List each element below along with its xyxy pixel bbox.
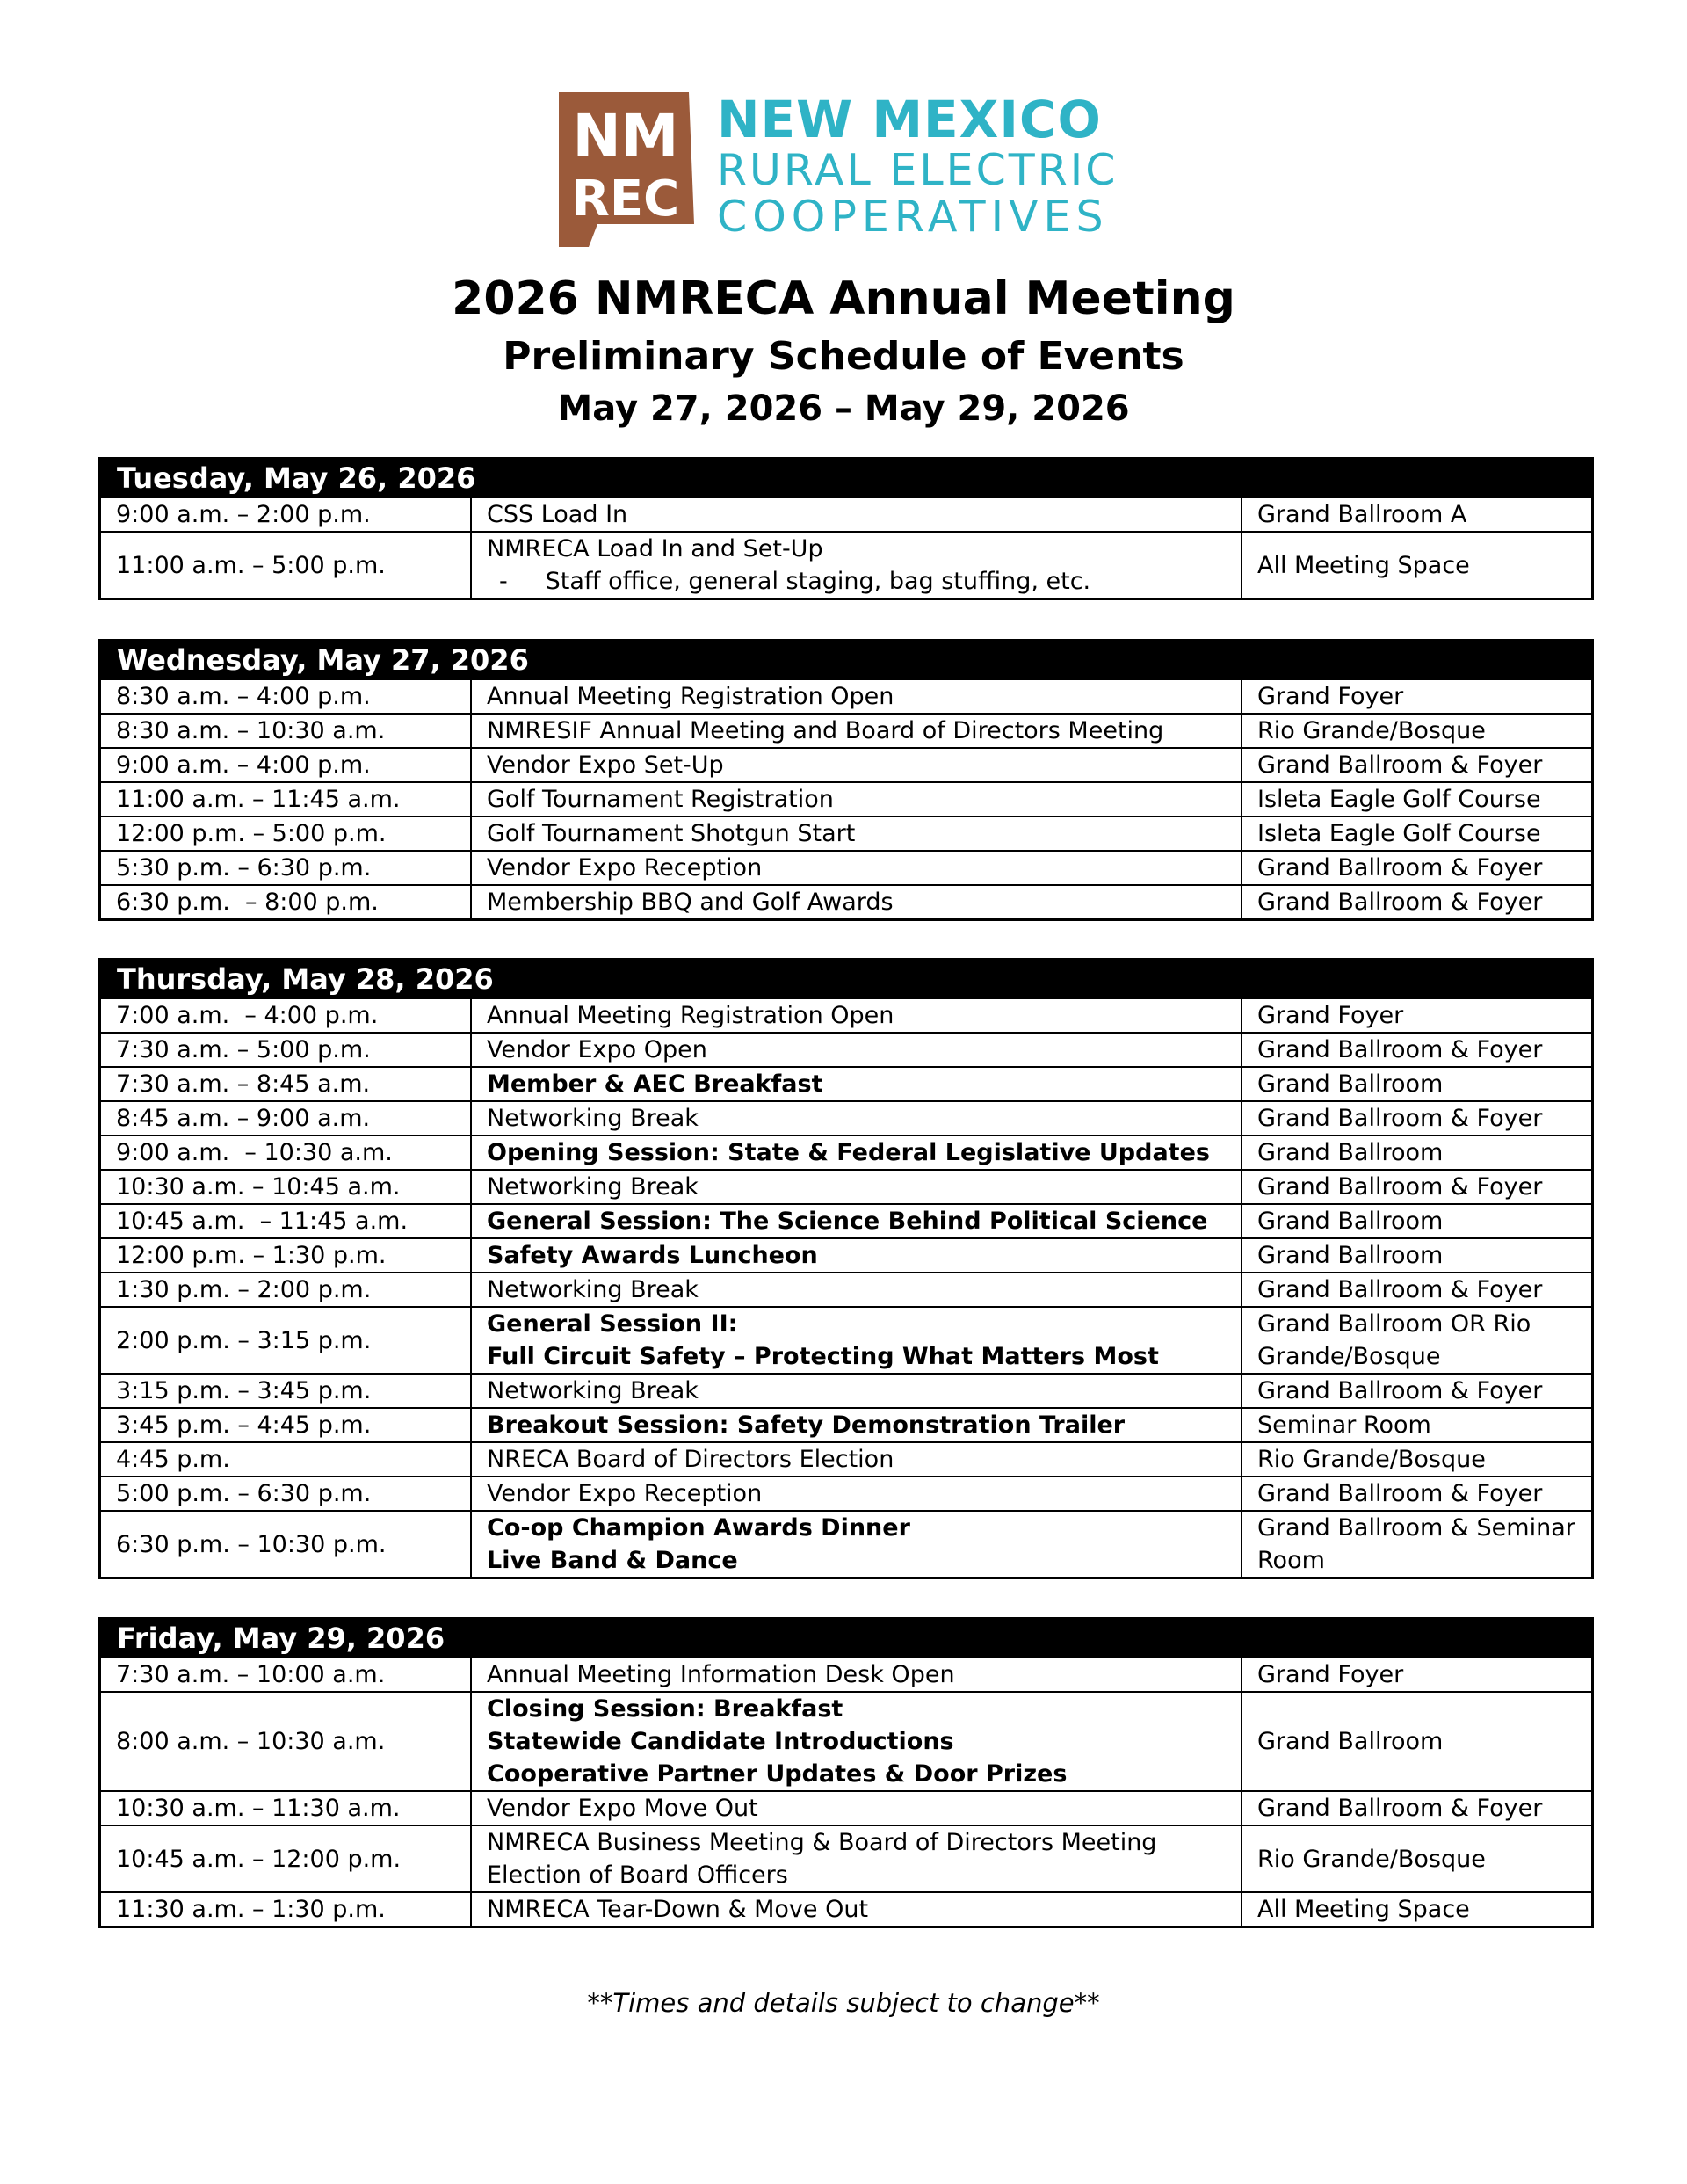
location-cell: Grand Ballroom & Seminar Room [1242, 1511, 1591, 1577]
table-row [101, 1511, 1591, 1577]
page-subtitle: Preliminary Schedule of Events [503, 334, 1184, 379]
table-row [101, 885, 1591, 918]
location-cell: Grand Ballroom & Foyer [1242, 1791, 1591, 1825]
table-row [101, 1136, 1591, 1170]
schedule-table [101, 678, 1591, 918]
event-line: Election of Board Officers [487, 1861, 788, 1889]
event-cell: Member & AEC Breakfast [471, 1067, 1242, 1101]
logo-line-3: COOPERATIVES [717, 192, 1109, 242]
event-cell: Opening Session: State & Federal Legislative Updates [471, 1136, 1242, 1170]
location-cell: Grand Ballroom [1242, 1136, 1591, 1170]
time-cell: 8:45 a.m. – 9:00 a.m. [101, 1101, 471, 1136]
event-line: General Session II: [487, 1310, 738, 1338]
table-row [101, 1238, 1591, 1273]
footer-note: **Times and details subject to change** [587, 1988, 1100, 2018]
event-cell: Safety Awards Luncheon [471, 1238, 1242, 1273]
location-cell: Grand Ballroom & Foyer [1242, 1374, 1591, 1408]
event-cell: Networking Break [471, 1273, 1242, 1307]
table-row [101, 1067, 1591, 1101]
location-cell: All Meeting Space [1242, 1892, 1591, 1926]
time-cell: 1:30 p.m. – 2:00 p.m. [101, 1273, 471, 1307]
event-cell: Vendor Expo Reception [471, 1477, 1242, 1511]
event-cell: Annual Meeting Registration Open [471, 998, 1242, 1033]
time-cell: 7:30 a.m. – 8:45 a.m. [101, 1067, 471, 1101]
event-cell [471, 532, 1242, 598]
time-cell: 7:30 a.m. – 5:00 p.m. [101, 1033, 471, 1067]
time-cell: 9:00 a.m. – 10:30 a.m. [101, 1136, 471, 1170]
time-cell: 9:00 a.m. – 4:00 p.m. [101, 748, 471, 782]
location-cell: Grand Ballroom & Foyer [1242, 748, 1591, 782]
day-section-friday [98, 1617, 1594, 1928]
table-row [101, 1825, 1591, 1892]
location-cell: Isleta Eagle Golf Course [1242, 816, 1591, 851]
event-cell: Networking Break [471, 1170, 1242, 1204]
time-cell: 10:45 a.m. – 12:00 p.m. [101, 1825, 471, 1892]
location-cell: Grand Ballroom & Foyer [1242, 1170, 1591, 1204]
time-cell: 10:30 a.m. – 11:30 a.m. [101, 1791, 471, 1825]
event-cell: Vendor Expo Move Out [471, 1791, 1242, 1825]
location-cell: Grand Ballroom & Foyer [1242, 851, 1591, 885]
table-row [101, 998, 1591, 1033]
location-cell: Grand Ballroom [1242, 1692, 1591, 1791]
location-cell: Grand Ballroom [1242, 1204, 1591, 1238]
time-cell: 4:45 p.m. [101, 1442, 471, 1477]
location-cell: Grand Ballroom A [1242, 497, 1591, 532]
table-row [101, 851, 1591, 885]
time-cell: 8:00 a.m. – 10:30 a.m. [101, 1692, 471, 1791]
event-line: Closing Session: Breakfast [487, 1695, 844, 1723]
time-cell: 12:00 p.m. – 1:30 p.m. [101, 1238, 471, 1273]
logo-line-2: RURAL ELECTRIC [717, 145, 1119, 195]
svg-text:REC: REC [571, 171, 680, 228]
event-cell [471, 1692, 1242, 1791]
event-cell: NMRECA Tear-Down & Move Out [471, 1892, 1242, 1926]
time-cell: 3:15 p.m. – 3:45 p.m. [101, 1374, 471, 1408]
event-line: Full Circuit Safety – Protecting What Matters Most [487, 1343, 1159, 1370]
event-cell: Golf Tournament Shotgun Start [471, 816, 1242, 851]
table-row [101, 1033, 1591, 1067]
time-cell: 2:00 p.m. – 3:15 p.m. [101, 1307, 471, 1374]
page-title: 2026 NMRECA Annual Meeting [452, 272, 1235, 325]
table-row [101, 1442, 1591, 1477]
table-row [101, 532, 1591, 598]
location-cell: Grand Foyer [1242, 1658, 1591, 1692]
location-cell: All Meeting Space [1242, 532, 1591, 598]
event-cell: Annual Meeting Registration Open [471, 679, 1242, 714]
location-cell: Grand Foyer [1242, 998, 1591, 1033]
nmrec-logo-mark-icon [559, 92, 694, 247]
event-cell: Membership BBQ and Golf Awards [471, 885, 1242, 918]
logo-line-1: NEW MEXICO [717, 90, 1102, 149]
nmrec-logo [559, 90, 1119, 247]
day-header: Wednesday, May 27, 2026 [101, 642, 1591, 678]
location-cell: Grand Foyer [1242, 679, 1591, 714]
table-row [101, 1204, 1591, 1238]
table-row [101, 679, 1591, 714]
time-cell: 9:00 a.m. – 2:00 p.m. [101, 497, 471, 532]
table-row [101, 1892, 1591, 1926]
event-cell: General Session: The Science Behind Political Science [471, 1204, 1242, 1238]
table-row [101, 1477, 1591, 1511]
time-cell: 7:00 a.m. – 4:00 p.m. [101, 998, 471, 1033]
event-cell: Vendor Expo Open [471, 1033, 1242, 1067]
location-cell: Isleta Eagle Golf Course [1242, 782, 1591, 816]
time-cell: 10:45 a.m. – 11:45 a.m. [101, 1204, 471, 1238]
location-cell: Grand Ballroom & Foyer [1242, 1477, 1591, 1511]
location-cell: Grand Ballroom & Foyer [1242, 1273, 1591, 1307]
time-cell: 11:00 a.m. – 5:00 p.m. [101, 532, 471, 598]
location-cell: Rio Grande/Bosque [1242, 714, 1591, 748]
event-cell: Annual Meeting Information Desk Open [471, 1658, 1242, 1692]
time-cell: 6:30 p.m. – 8:00 p.m. [101, 885, 471, 918]
event-cell: Networking Break [471, 1374, 1242, 1408]
day-section-tuesday [98, 457, 1594, 600]
event-cell: Vendor Expo Set-Up [471, 748, 1242, 782]
table-row [101, 714, 1591, 748]
table-row [101, 1307, 1591, 1374]
time-cell: 11:00 a.m. – 11:45 a.m. [101, 782, 471, 816]
table-row [101, 816, 1591, 851]
location-cell: Seminar Room [1242, 1408, 1591, 1442]
event-line: Cooperative Partner Updates & Door Prizes [487, 1760, 1068, 1788]
event-cell [471, 1511, 1242, 1577]
schedule-table [101, 1657, 1591, 1926]
event-dates: May 27, 2026 – May 29, 2026 [557, 388, 1130, 429]
time-cell: 8:30 a.m. – 4:00 p.m. [101, 679, 471, 714]
table-row [101, 1273, 1591, 1307]
table-row [101, 1408, 1591, 1442]
event-cell [471, 1825, 1242, 1892]
day-section-wednesday [98, 639, 1594, 921]
time-cell: 12:00 p.m. – 5:00 p.m. [101, 816, 471, 851]
location-cell: Grand Ballroom OR Rio Grande/Bosque [1242, 1307, 1591, 1374]
event-cell: Networking Break [471, 1101, 1242, 1136]
table-row [101, 748, 1591, 782]
logo-wordmark [717, 90, 1119, 242]
table-row [101, 1791, 1591, 1825]
event-cell [471, 1307, 1242, 1374]
event-line: Live Band & Dance [487, 1547, 738, 1574]
day-header: Thursday, May 28, 2026 [101, 961, 1591, 998]
event-subitem: - Staff office, general staging, bag stuffing, etc. [499, 568, 1091, 595]
event-cell: Golf Tournament Registration [471, 782, 1242, 816]
event-cell: Breakout Session: Safety Demonstration Trailer [471, 1408, 1242, 1442]
time-cell: 7:30 a.m. – 10:00 a.m. [101, 1658, 471, 1692]
time-cell: 5:30 p.m. – 6:30 p.m. [101, 851, 471, 885]
event-line: NMRECA Business Meeting & Board of Directors Meeting [487, 1829, 1157, 1856]
schedule-table [101, 998, 1591, 1577]
event-cell: NRECA Board of Directors Election [471, 1442, 1242, 1477]
location-cell: Grand Ballroom & Foyer [1242, 885, 1591, 918]
time-cell: 10:30 a.m. – 10:45 a.m. [101, 1170, 471, 1204]
day-section-thursday [98, 958, 1594, 1579]
table-row [101, 1374, 1591, 1408]
time-cell: 11:30 a.m. – 1:30 p.m. [101, 1892, 471, 1926]
table-row [101, 1101, 1591, 1136]
time-cell: 3:45 p.m. – 4:45 p.m. [101, 1408, 471, 1442]
table-row [101, 497, 1591, 532]
event-cell: CSS Load In [471, 497, 1242, 532]
event-cell: NMRESIF Annual Meeting and Board of Directors Meeting [471, 714, 1242, 748]
location-cell: Grand Ballroom & Foyer [1242, 1033, 1591, 1067]
time-cell: 5:00 p.m. – 6:30 p.m. [101, 1477, 471, 1511]
location-cell: Rio Grande/Bosque [1242, 1825, 1591, 1892]
location-cell: Rio Grande/Bosque [1242, 1442, 1591, 1477]
location-cell: Grand Ballroom [1242, 1238, 1591, 1273]
day-header: Friday, May 29, 2026 [101, 1620, 1591, 1657]
day-header: Tuesday, May 26, 2026 [101, 460, 1591, 497]
event-line: NMRECA Load In and Set-Up [487, 535, 823, 562]
table-row [101, 1170, 1591, 1204]
table-row [101, 782, 1591, 816]
location-cell: Grand Ballroom [1242, 1067, 1591, 1101]
event-line: Statewide Candidate Introductions [487, 1728, 954, 1755]
event-line: Co-op Champion Awards Dinner [487, 1514, 910, 1542]
table-row [101, 1658, 1591, 1692]
table-row [101, 1692, 1591, 1791]
location-cell: Grand Ballroom & Foyer [1242, 1101, 1591, 1136]
event-cell: Vendor Expo Reception [471, 851, 1242, 885]
schedule-table [101, 497, 1591, 598]
svg-text:NM: NM [572, 102, 679, 170]
time-cell: 6:30 p.m. – 10:30 p.m. [101, 1511, 471, 1577]
time-cell: 8:30 a.m. – 10:30 a.m. [101, 714, 471, 748]
